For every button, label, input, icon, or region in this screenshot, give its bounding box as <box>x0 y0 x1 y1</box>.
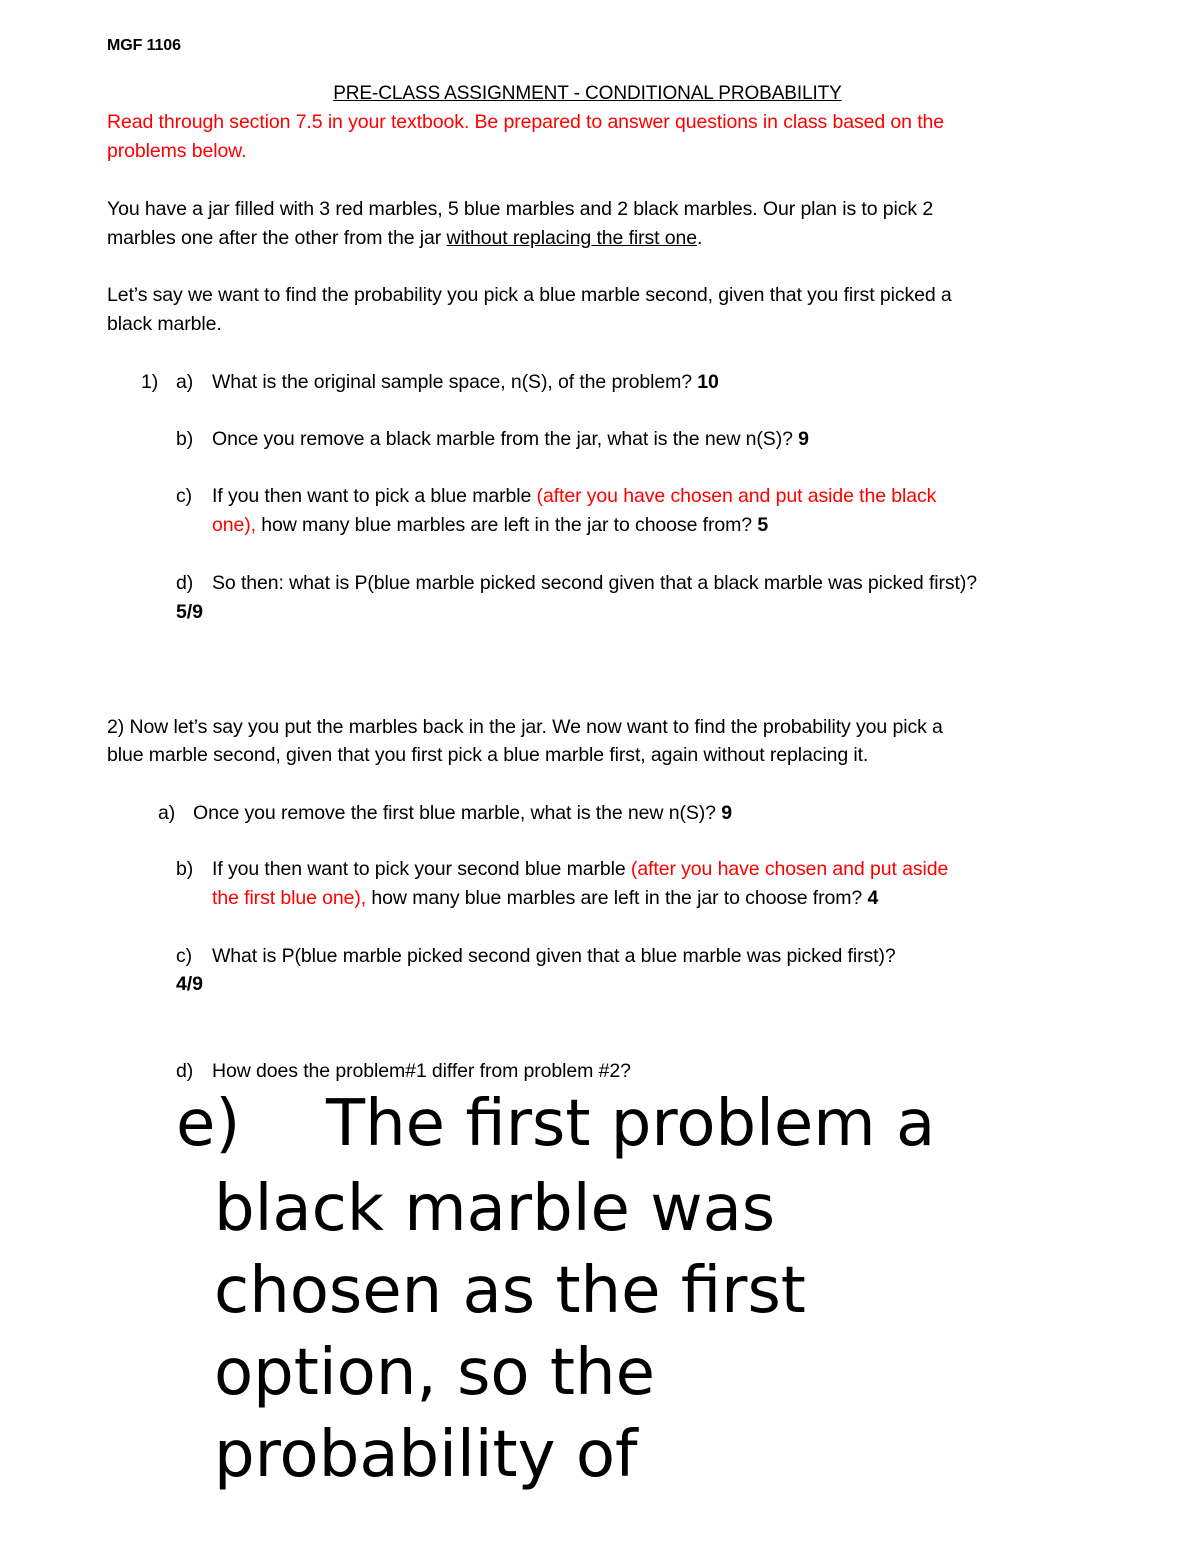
problem1-c-red-part-1: (after you have chosen and put aside the black <box>536 485 937 507</box>
problem1-c-question-end: how many blue marbles are left in the jar to choose from? <box>255 514 758 536</box>
course-code: MGF 1106 <box>107 37 181 54</box>
answer-e-line-4: option, so the <box>214 1336 655 1410</box>
answer-e-line-5: probability of <box>214 1418 638 1492</box>
intro-text: marbles one after the other from the jar <box>107 227 447 249</box>
intro-line-1: You have a jar filled with 3 red marbles, 5 blue marbles and 2 black marbles. Our plan is to pick 2 <box>107 198 934 220</box>
problem2-a-question: Once you remove the first blue marble, what is the new n(S)? <box>193 802 722 824</box>
problem1-c-line-2 <box>212 511 768 539</box>
problem2-b-answer: 4 <box>867 887 879 909</box>
problem2-intro-line-2: blue marble second, given that you first pick a blue marble first, again without replacing it. <box>107 744 869 766</box>
problem2-b-line-1 <box>212 855 948 883</box>
problem1-a-label: a) <box>176 371 194 393</box>
problem2-b-label: b) <box>176 858 194 880</box>
problem1-c-answer: 5 <box>757 514 769 536</box>
answer-e-label: e) <box>176 1087 241 1161</box>
problem2-b-red-part-2: the first blue one), <box>212 887 367 909</box>
problem1-a <box>212 368 719 396</box>
problem1-c-label: c) <box>176 485 193 507</box>
setup-line-2: black marble. <box>107 313 222 335</box>
problem2-b-question-start: If you then want to pick your second blue marble <box>212 858 631 880</box>
problem2-c-answer: 4/9 <box>176 973 203 995</box>
answer-e-line-1: The first problem a <box>326 1087 936 1161</box>
problem1-a-answer: 10 <box>697 371 719 393</box>
problem2-a-answer: 9 <box>721 802 732 824</box>
instructions-line-2: problems below. <box>107 140 247 162</box>
problem1-d-question: So then: what is P(blue marble picked second given that a black marble was picked first)? <box>212 572 977 594</box>
problem1-b-label: b) <box>176 428 194 450</box>
problem1-a-question: What is the original sample space, n(S), of the problem? <box>212 371 698 393</box>
problem2-b-question-end: how many blue marbles are left in the jar to choose from? <box>366 887 868 909</box>
page-title: PRE-CLASS ASSIGNMENT - CONDITIONAL PROBABILITY <box>333 83 842 104</box>
problem2-d-question: How does the problem#1 differ from problem #2? <box>212 1060 631 1082</box>
intro-period: . <box>697 227 703 249</box>
answer-e-line-3: chosen as the first <box>214 1254 806 1328</box>
intro-underlined-text: without replacing the first one <box>446 227 698 249</box>
problem1-c-line-1 <box>212 482 936 510</box>
intro-line-2 <box>107 224 702 252</box>
problem1-d-label: d) <box>176 572 194 594</box>
problem2-a-label: a) <box>158 802 176 824</box>
problem2-b-line-2 <box>212 884 878 912</box>
problem1-c-red-part-2: one), <box>212 514 256 536</box>
problem2-intro-line-1: 2) Now let’s say you put the marbles back in the jar. We now want to find the probability you pick a <box>107 716 943 738</box>
problem1-d-answer: 5/9 <box>176 601 203 623</box>
setup-line-1: Let’s say we want to find the probability you pick a blue marble second, given that you first picked a <box>107 284 952 306</box>
answer-e-line-2: black marble was <box>214 1172 776 1246</box>
problem1-b-answer: 9 <box>798 428 809 450</box>
instructions-line-1: Read through section 7.5 in your textbook. Be prepared to answer questions in class based on the <box>107 111 945 133</box>
problem1-b-question: Once you remove a black marble from the jar, what is the new n(S)? <box>212 428 799 450</box>
problem2-c-label: c) <box>176 945 193 967</box>
problem2-d-label: d) <box>176 1060 194 1082</box>
problem1-b <box>212 425 809 453</box>
problem2-a <box>193 799 732 827</box>
problem2-c-question: What is P(blue marble picked second given that a blue marble was picked first)? <box>212 945 896 967</box>
problem1-number: 1) <box>141 371 159 393</box>
problem1-c-question-start: If you then want to pick a blue marble <box>212 485 537 507</box>
problem2-b-red-part-1: (after you have chosen and put aside <box>630 858 949 880</box>
